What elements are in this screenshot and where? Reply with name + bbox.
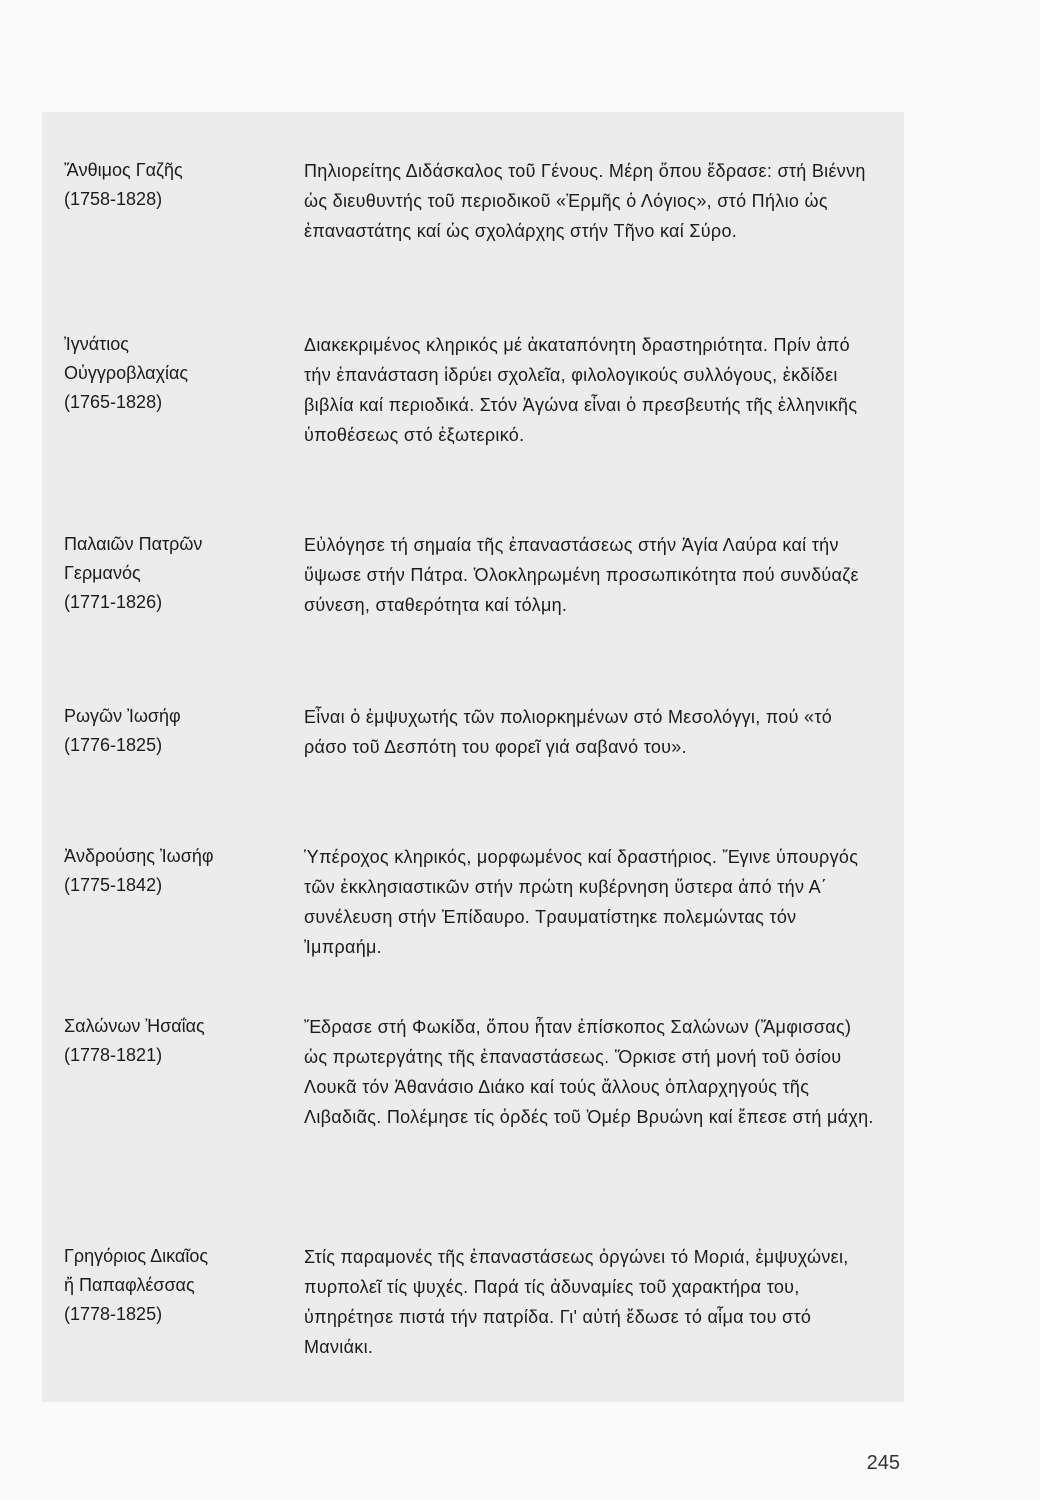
- entry-name-line: Γρηγόριος Δικαῖος: [64, 1246, 208, 1266]
- entry-dates: (1778-1825): [64, 1304, 163, 1324]
- entry: [64, 1242, 904, 1362]
- entry-description: Ἔδρασε στή Φωκίδα, ὅπου ἦταν ἐπίσκοπος Σαλώνων (Ἄμφισσας) ὡς πρωτεργάτης τῆς ἐπαναστάσεως. Ὅρκισε στή μονή τοῦ ὁσίου Λουκᾶ τόν Ἀθανάσιο Διάκο καί τούς ἄλλους ὁπλαρχηγούς τῆς Λιβαδιᾶς. Πολέμησε τίς ὀρδές τοῦ Ὀμέρ Βρυώνη καί ἔπεσε στή μάχη.: [304, 1017, 874, 1127]
- entry-name-line: Σαλώνων Ἠσαΐας: [64, 1016, 205, 1036]
- entry-dates: (1775-1842): [64, 875, 163, 895]
- entry-description: Στίς παραμονές τῆς ἐπαναστάσεως ὀργώνει τό Μοριά, ἐμψυχώνει, πυρπολεῖ τίς ψυχές. Παρά τίς ἀδυναμίες τοῦ χαρακτήρα του, ὑπηρέτησε πιστά τήν πατρίδα. Γι' αὐτή ἔδωσε τό αἷμα του στό Μανιάκι.: [304, 1247, 849, 1357]
- entry-description: Εἶναι ὁ ἐμψυχωτής τῶν πολιορκημένων στό Μεσολόγγι, πού «τό ράσο τοῦ Δεσπότη του φορεῖ γιά σαβανό του».: [304, 707, 833, 757]
- entry-name-line: Παλαιῶν Πατρῶν: [64, 534, 203, 554]
- page-number: 245: [866, 1452, 900, 1474]
- entry-name-line: Οὐγγροβλαχίας: [64, 363, 189, 383]
- entry: [64, 842, 904, 962]
- entry-name-line: Γερμανός: [64, 563, 141, 583]
- entry-description: Πηλιορείτης Διδάσκαλος τοῦ Γένους. Μέρη ὅπου ἔδρασε: στή Βιέννη ὡς διευθυντής τοῦ περιοδικοῦ «Ἑρμῆς ὁ Λόγιος», στό Πήλιο ὡς ἐπαναστάτης καί ὡς σχολάρχης στήν Τῆνο καί Σύρο.: [304, 161, 866, 241]
- entry-dates: (1778-1821): [64, 1045, 163, 1065]
- entry: [64, 702, 904, 762]
- entry-name: [64, 530, 304, 620]
- entry-dates: (1771-1826): [64, 592, 163, 612]
- entry-name-line: Ρωγῶν Ἰωσήφ: [64, 706, 181, 726]
- entry: [64, 330, 904, 450]
- entry-name-line: Ἀνδρούσης Ἰωσήφ: [64, 846, 214, 866]
- entry-dates: (1765-1828): [64, 392, 163, 412]
- entry-name: [64, 842, 304, 962]
- entry-dates: (1758-1828): [64, 189, 163, 209]
- entry-name-line: Ἰγνάτιος: [64, 334, 129, 354]
- entry-name: [64, 1242, 304, 1362]
- entry-dates: (1776-1825): [64, 735, 163, 755]
- entry-name-line: Ἄνθιμος Γαζῆς: [64, 160, 183, 180]
- entry-description: Διακεκριμένος κληρικός μέ ἀκαταπόνητη δραστηριότητα. Πρίν ἀπό τήν ἐπανάσταση ἱδρύει σχολεῖα, φιλολογικούς συλλόγους, ἐκδίδει βιβλία καί περιοδικά. Στόν Ἀγώνα εἶναι ὁ πρεσβευτής τῆς ἑλληνικῆς ὑποθέσεως στό ἐξωτερικό.: [304, 335, 858, 445]
- entry: [64, 1012, 904, 1132]
- entry-name: [64, 1012, 304, 1132]
- entry-description: Ὑπέροχος κληρικός, μορφωμένος καί δραστήριος. Ἔγινε ὑπουργός τῶν ἐκκλησιαστικῶν στήν πρώτη κυβέρνηση ὕστερα ἀπό τήν Α΄ συνέλευση στήν Ἐπίδαυρο. Τραυματίστηκε πολεμώντας τόν Ἰμπραήμ.: [304, 847, 859, 957]
- entry-name: [64, 156, 304, 246]
- entry: [64, 156, 904, 246]
- entry-name: [64, 702, 304, 762]
- entry-description: Εὐλόγησε τή σημαία τῆς ἐπαναστάσεως στήν Ἁγία Λαύρα καί τήν ὕψωσε στήν Πάτρα. Ὁλοκληρωμένη προσωπικότητα πού συνδύαζε σύνεση, σταθερότητα καί τόλμη.: [304, 535, 859, 615]
- entry-name-line: ἤ Παπαφλέσσας: [64, 1275, 195, 1295]
- entry: [64, 530, 904, 620]
- entry-name: [64, 330, 304, 450]
